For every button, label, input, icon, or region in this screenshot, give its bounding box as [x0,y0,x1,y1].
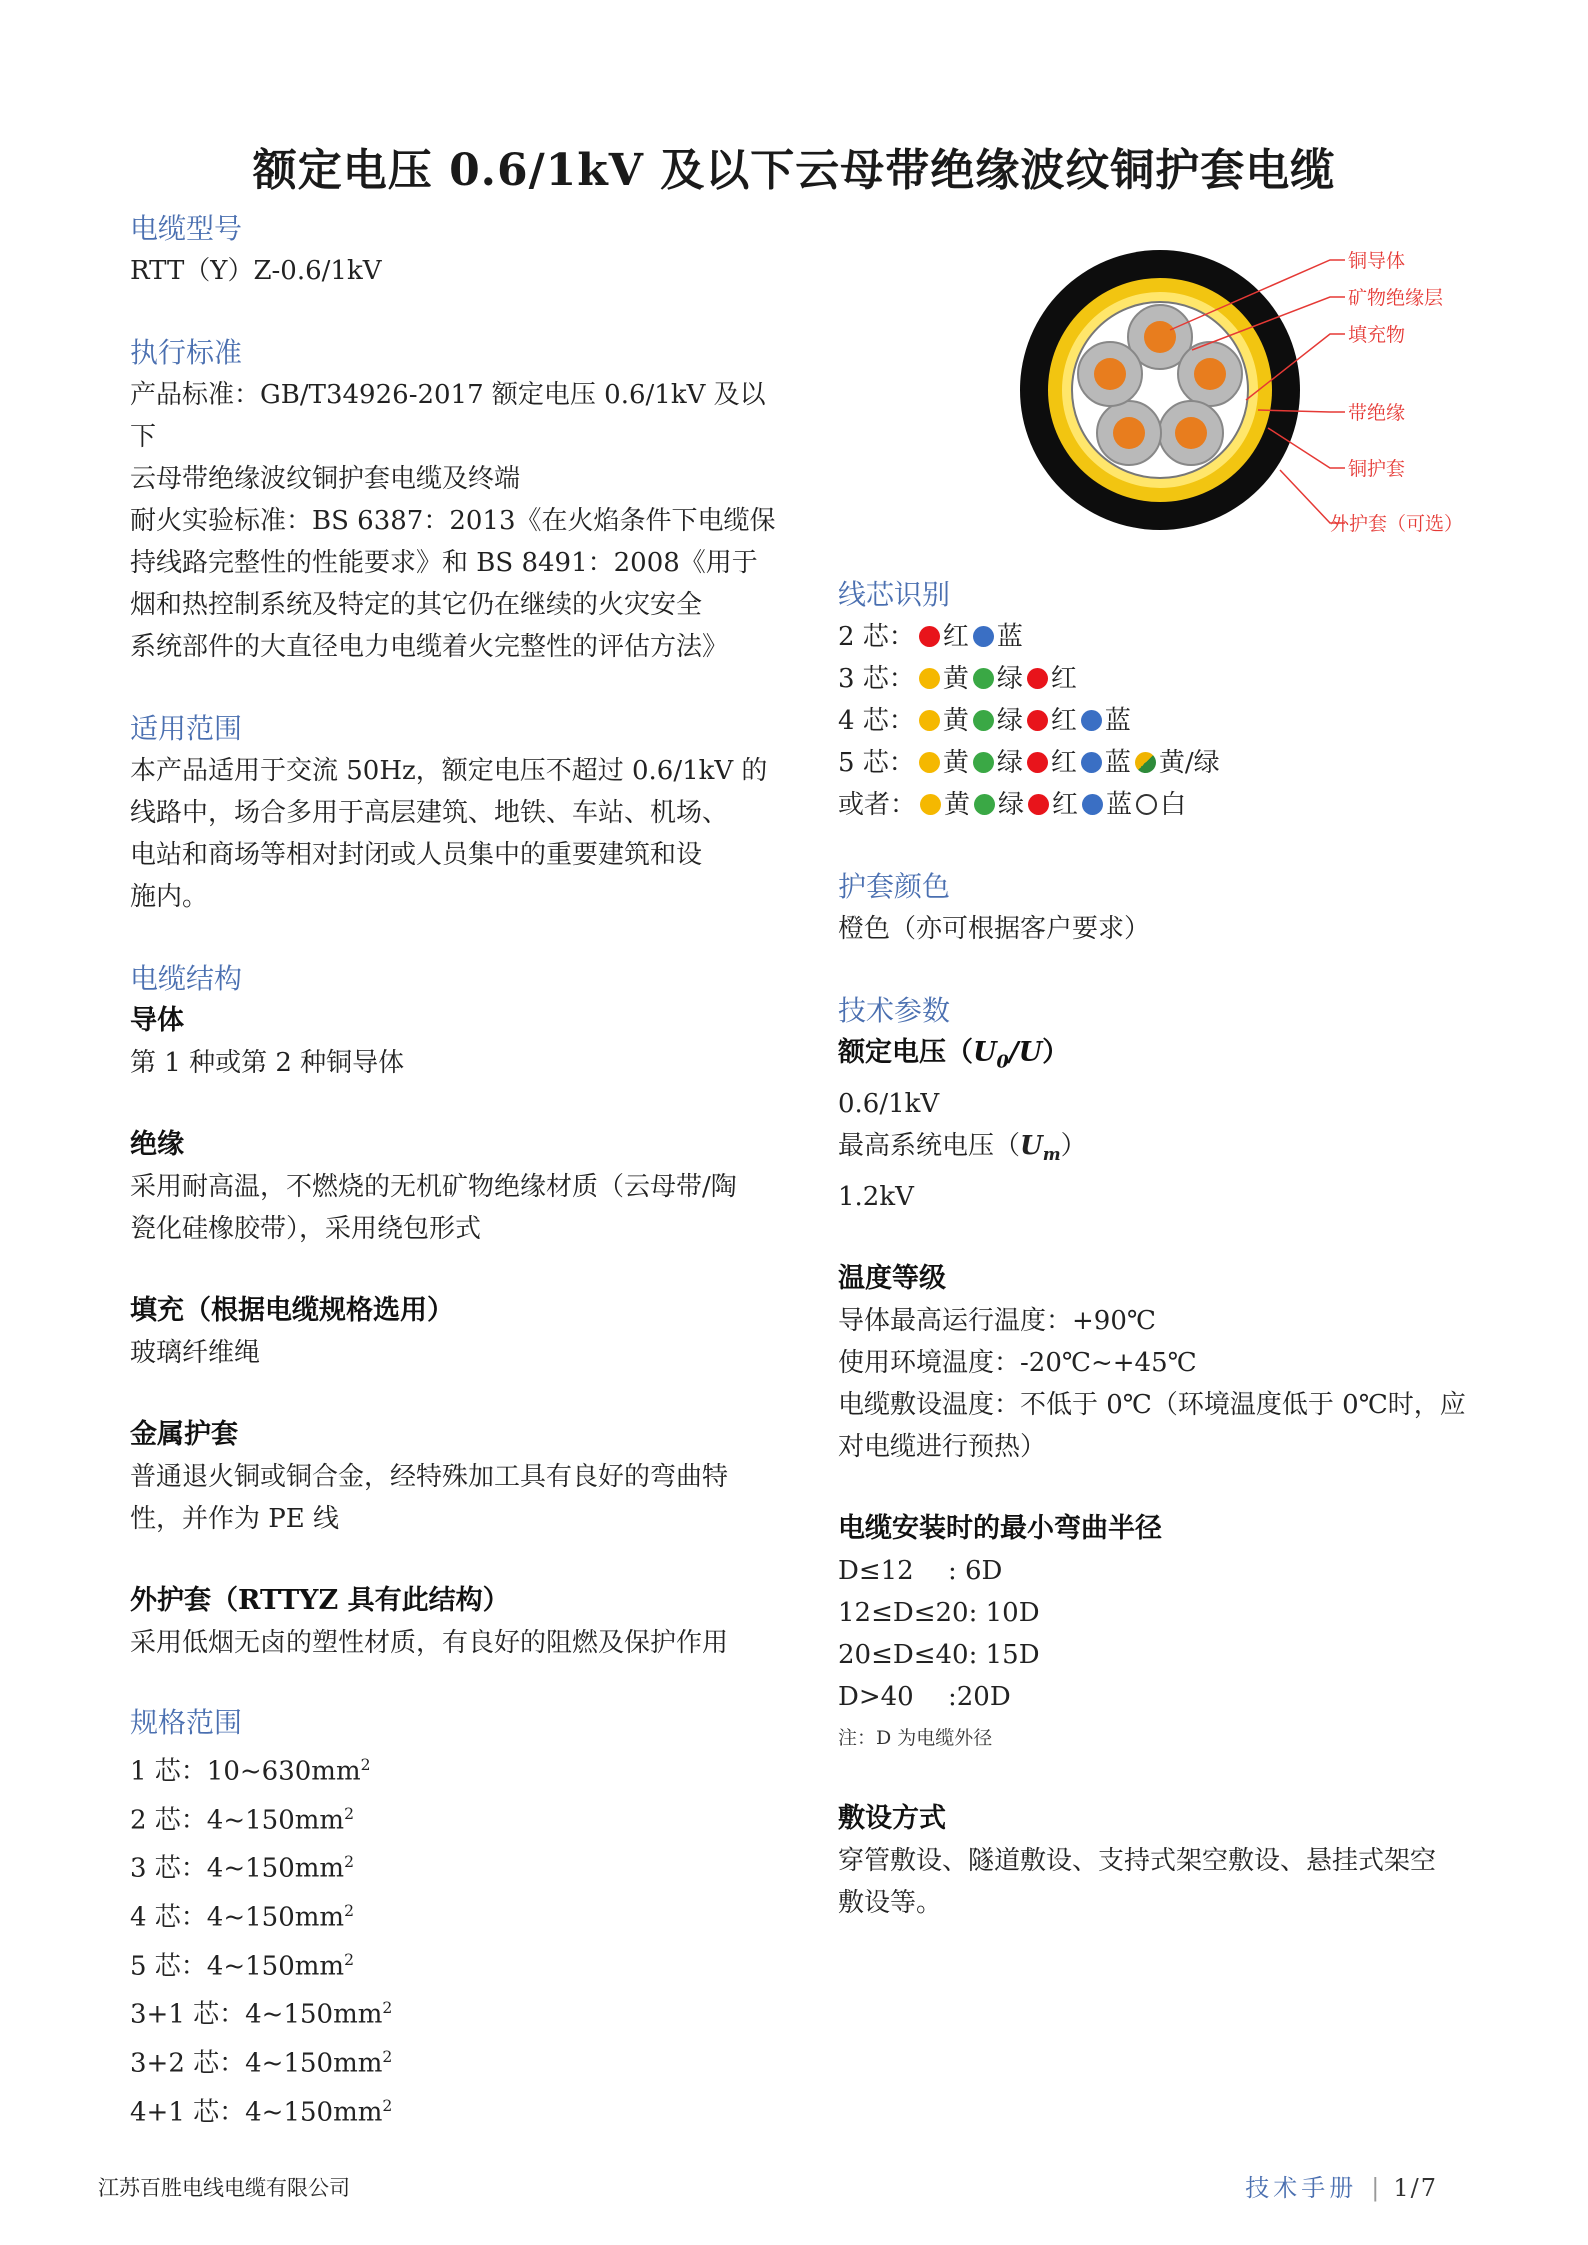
max-voltage-heading: 最高系统电压$(U_m)$ [838,1131,1087,1165]
core-color-row: 2 芯： 红 蓝 [838,622,1023,652]
standard-line: 系统部件的大直径电力电缆着火完整性的评估方法》 [130,632,729,662]
diagram-label: 铜导体 [1348,250,1406,272]
diagram-label: 铜护套 [1348,458,1406,480]
core-color-name: 红 [1050,706,1077,736]
insulation-line: 瓷化硅橡胶带），采用绕包形式 [130,1214,482,1244]
core-color-name: 黄 [942,664,969,694]
range-item: 3 芯：$4\sim 150mm^2$ [130,1853,354,1884]
diagram-label: 填充物 [1348,324,1406,346]
core-id-heading: 线芯识别 [838,578,951,611]
bend-radius-heading: 电缆安装时的最小弯曲半径 [838,1512,1162,1544]
temperature-line: 使用环境温度：-20℃~+45℃ [838,1347,1197,1378]
core-color-dot [973,710,994,731]
core-color-name: 黄 [944,790,971,820]
core-color-dot [973,668,994,689]
core-color-name: 红 [1050,748,1077,778]
core-color-dot [1081,710,1102,731]
model-value: RTT（Y）Z-0.6/1kV [130,256,382,286]
scope-line: 电站和商场等相对封闭或人员集中的重要建筑和设 [130,840,703,870]
sheath-line: 性，并作为 PE 线 [130,1504,340,1534]
standard-line: 云母带绝缘波纹铜护套电缆及终端 [130,464,521,494]
range-heading: 规格范围 [130,1706,243,1739]
conductor-value: 第 1 种或第 2 种铜导体 [130,1048,405,1078]
core-color-dot [1082,794,1103,815]
range-item: 5 芯：$4\sim 150mm^2$ [130,1950,354,1982]
temperature-line: 电缆敷设温度：不低于 0℃（环境温度低于 0℃时，应 [838,1389,1466,1420]
core-color-row: 3 芯： 黄 绿 红 [838,664,1077,694]
conductor-heading: 导体 [130,1005,184,1036]
scope-line: 施内。 [130,882,209,912]
core-color-name: 白 [1160,790,1187,820]
core-color-dot [973,752,994,773]
core-color-dot [919,668,940,689]
laying-method-line: 穿管敷设、隧道敷设、支持式架空敷设、悬挂式架空 [838,1845,1437,1876]
scope-heading: 适用范围 [130,712,243,745]
core-color-dot [919,710,940,731]
core-color-name: 黄/绿 [1158,748,1220,778]
outer-heading: 外护套（RTTYZ 具有此结构） [130,1585,510,1616]
left-column [130,208,790,2133]
core-color-name: 绿 [996,706,1023,736]
core-color-dot [920,794,941,815]
page-number: 1/7 [1393,2174,1438,2202]
core-color-name: 蓝 [996,622,1023,652]
outer-value: 采用低烟无卤的塑性材质，有良好的阻燃及保护作用 [130,1628,729,1658]
page-title: 额定电压 0.6/1kV 及以下云母带绝缘波纹铜护套电缆 [252,145,1336,196]
core-color-name: 绿 [996,748,1023,778]
core-color-row: 4 芯： 黄 绿 红 蓝 [838,706,1131,736]
core-color-name: 红 [1050,664,1077,694]
bend-radius-line: D≤12 : 6D [838,1555,1003,1586]
sheath-heading: 金属护套 [130,1419,238,1450]
standard-line: 烟和热控制系统及特定的其它仍在继续的火灾安全 [130,590,703,620]
core-color-name: 绿 [996,664,1023,694]
diagram-label: 矿物绝缘层 [1348,287,1444,309]
bend-radius-line: 20≤D≤40: 15D [838,1639,1040,1670]
standard-line: 耐火实验标准：BS 6387：2013《在火焰条件下电缆保 [130,506,776,536]
footer-company: 江苏百胜电线电缆有限公司 [98,2176,350,2200]
scope-line: 线路中，场合多用于高层建筑、地铁、车站、机场、 [130,798,729,828]
core-color-dot [1027,752,1048,773]
core-right [1178,342,1242,406]
insulation-line: 采用耐高温，不燃烧的无机矿物绝缘材质（云母带/陶 [130,1172,737,1202]
core-color-name: 黄 [942,748,969,778]
range-item: 3+1 芯：$4\sim 150mm^2$ [130,1999,393,2030]
core-color-name: 蓝 [1104,706,1131,736]
rated-voltage-heading: 额定电压$(U_0/U)$ [838,1037,1070,1073]
core-left [1078,342,1142,406]
standard-heading: 执行标准 [130,336,243,369]
bend-radius-line: 12≤D≤20: 10D [838,1597,1040,1628]
jacket-color-value: 橙色（亦可根据客户要求） [838,914,1151,944]
core-color-dot [1081,752,1102,773]
core-color-dot [919,752,940,773]
core-color-dot [1135,752,1156,773]
standard-line: 产品标准：GB/T34926-2017 额定电压 0.6/1kV 及以下 [130,380,766,452]
core-bottom-right [1159,401,1223,465]
filler-heading: 填充（根据电缆规格选用） [130,1295,454,1326]
sheath-line: 普通退火铜或铜合金，经特殊加工具有良好的弯曲特 [130,1462,729,1492]
temperature-line: 导体最高运行温度：+90℃ [838,1305,1156,1336]
range-item: 2 芯：$4\sim 150mm^2$ [130,1804,354,1836]
range-list [130,1744,790,2133]
footer-manual-label: 技术手册 [1245,2174,1358,2202]
range-item: 3+2 芯：$4\sim 150mm^2$ [130,2047,393,2079]
tech-params-heading: 技术参数 [838,994,951,1027]
core-color-name: 蓝 [1106,790,1133,820]
insulation-heading: 绝缘 [130,1129,184,1160]
temperature-heading: 温度等级 [838,1262,946,1294]
laying-method-heading: 敷设方式 [838,1802,946,1834]
range-item: 4+1 芯：$4\sim 150mm^2$ [130,2096,393,2128]
diagram-labels [1330,250,1463,535]
core-color-dot [1136,794,1157,815]
laying-method-line: 敷设等。 [838,1887,943,1918]
model-heading: 电缆型号 [130,212,243,245]
core-color-dot [1028,794,1049,815]
core-color-name: 黄 [942,706,969,736]
core-color-dot [1027,668,1048,689]
core-color-dot [1027,710,1048,731]
footer-separator: | [1371,2174,1380,2202]
bend-radius-note: 注：D 为电缆外径 [838,1726,993,1749]
core-color-name: 蓝 [1104,748,1131,778]
rated-voltage-value: 0.6/1kV [838,1089,940,1120]
core-color-row: 或者： 黄 绿 红 蓝 白 [838,790,1187,820]
footer-page-info [1245,2168,1438,2203]
core-list [838,616,1498,826]
right-column [838,574,1498,1924]
core-bottom-left [1097,401,1161,465]
cable-cross-section-diagram [1010,240,1480,550]
bend-radius-line: D>40 :20D [838,1681,1011,1712]
core-color-row: 5 芯： 黄 绿 红 蓝 黄/绿 [838,748,1220,778]
core-color-dot [973,626,994,647]
jacket-color-heading: 护套颜色 [838,870,951,903]
core-color-name: 绿 [998,790,1025,820]
temperature-line: 对电缆进行预热） [838,1431,1047,1462]
diagram-label: 外护套（可选） [1330,513,1464,535]
filler-value: 玻璃纤维绳 [130,1338,261,1368]
core-color-dot [974,794,995,815]
range-item: 1 芯：$10\sim 630mm^2$ [130,1756,371,1787]
core-color-name: 红 [1052,790,1079,820]
range-item: 4 芯：$4\sim 150mm^2$ [130,1901,354,1933]
structure-heading: 电缆结构 [130,962,243,995]
core-color-name: 红 [942,622,969,652]
max-voltage-value: 1.2kV [838,1181,914,1212]
scope-line: 本产品适用于交流 50Hz，额定电压不超过 0.6/1kV 的 [130,756,768,786]
standard-line: 持线路完整性的性能要求》和 BS 8491：2008《用于 [130,548,758,578]
core-color-dot [919,626,940,647]
diagram-label: 带绝缘 [1348,402,1406,424]
